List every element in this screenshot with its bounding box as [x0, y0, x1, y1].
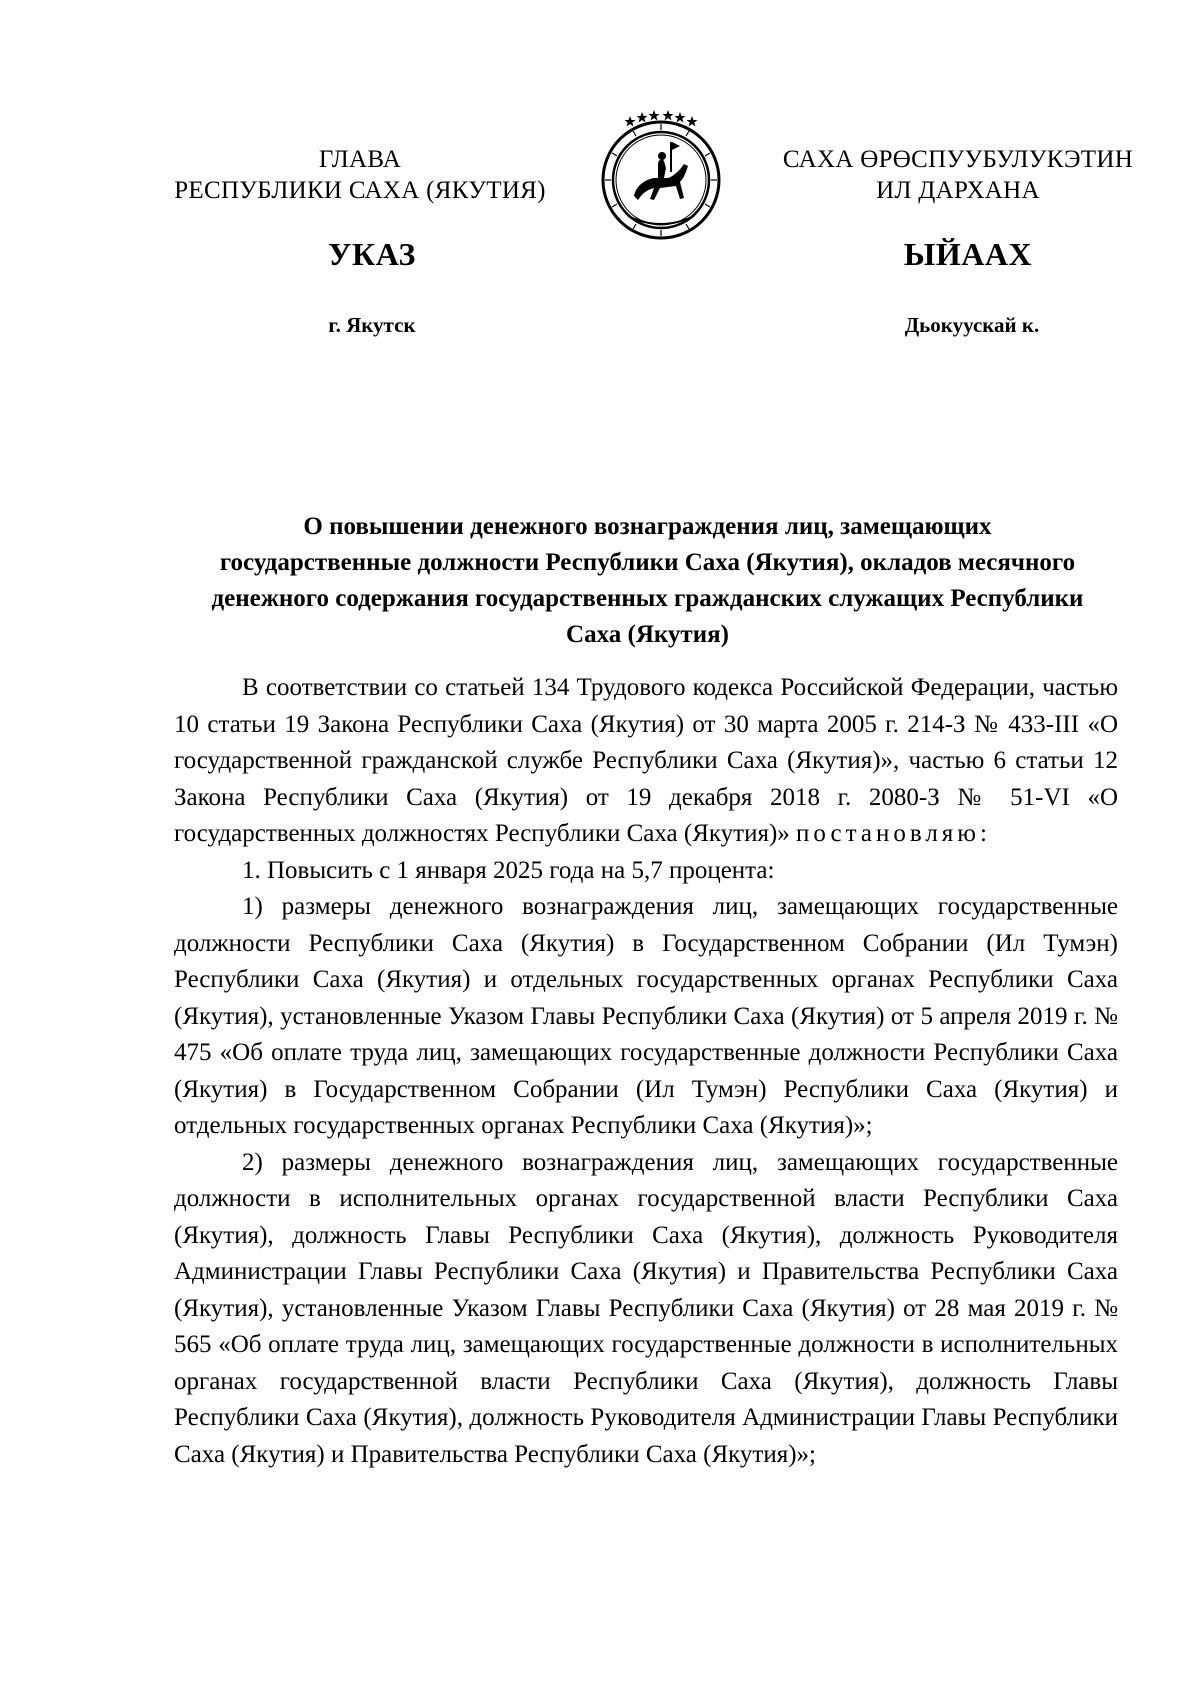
city-ru: г. Якутск	[328, 313, 416, 337]
preamble-paragraph	[174, 670, 1118, 853]
header-left-line1: ГЛАВА	[318, 146, 402, 173]
item-1-2: 2) размеры денежного вознаграждения лиц, замещающих государственные должности в исполнительных органах государственной власти Республики Саха (Якутия), должность Главы Республики Саха (Якутия), должность Руководителя Администрации Главы Республики Саха (Якутия) и Правительства Республики Саха (Якутия), установленные Указом Главы Республики Саха (Якутия) от 28 мая 2019 г. № 565 «Об оплате труда лиц, замещающих государственные должности в исполнительных органах государственной власти Республики Саха (Якутия), должность Главы Республики Саха (Якутия), должность Руководителя Администрации Главы Республики Саха (Якутия) и Правительства Республики Саха (Якутия)»;	[174, 1148, 1118, 1468]
header-right-sakha	[748, 144, 1168, 206]
item-1: 1. Повысить с 1 января 2025 года на 5,7 процента:	[242, 856, 775, 884]
header-right-line1: САХА ӨРӨСПУУБУЛУКЭТИН	[782, 146, 1134, 173]
header-right-line2: ИЛ ДАРХАНА	[876, 177, 1040, 204]
preamble-text: В соответствии со статьей 134 Трудового кодекса Российской Федерации, частью 10 статьи 19 Закона Республики Саха (Якутия) от 30 марта 2005 г. 214-З № 433-III «О государственной гражданской службе Республики Саха (Якутия)», частью 6 статьи 12 Закона Республики Саха (Якутия) от 19 декабря 2018 г. 2080-З № 51-VI «О государственных должностях Республики Саха (Якутия)»	[174, 674, 1118, 847]
decree-word: постановляю:	[796, 820, 991, 847]
header-left-ru	[150, 144, 570, 206]
doc-type-sakha: ЫЙААХ	[903, 236, 1033, 272]
city-sakha: Дьокуускай к.	[904, 313, 1040, 337]
document-body	[174, 670, 1118, 1473]
header-left-line2: РЕСПУБЛИКИ САХА (ЯКУТИЯ)	[174, 177, 546, 204]
document-title: О повышении денежного вознаграждения лиц, замещающих государственные должности Республики Саха (Якутия), окладов месячного денежного содержания государственных гражданских служащих Республики Саха (Якутия)	[211, 513, 1084, 648]
item-1-1: 1) размеры денежного вознаграждения лиц, замещающих государственные должности Республики Саха (Якутия) в Государственном Собрании (Ил Тумэн) Республики Саха (Якутия) и отдельных государственных органах Республики Саха (Якутия), установленные Указом Главы Республики Саха (Якутия) от 5 апреля 2019 г. № 475 «Об оплате труда лиц, замещающих государственные должности Республики Саха (Якутия) в Государственном Собрании (Ил Тумэн) Республики Саха (Якутия) и отдельных государственных органах Республики Саха (Якутия)»;	[174, 893, 1118, 1139]
sakha-republic-coat-of-arms-icon	[594, 108, 728, 242]
doc-type-ru: УКАЗ	[328, 236, 416, 272]
